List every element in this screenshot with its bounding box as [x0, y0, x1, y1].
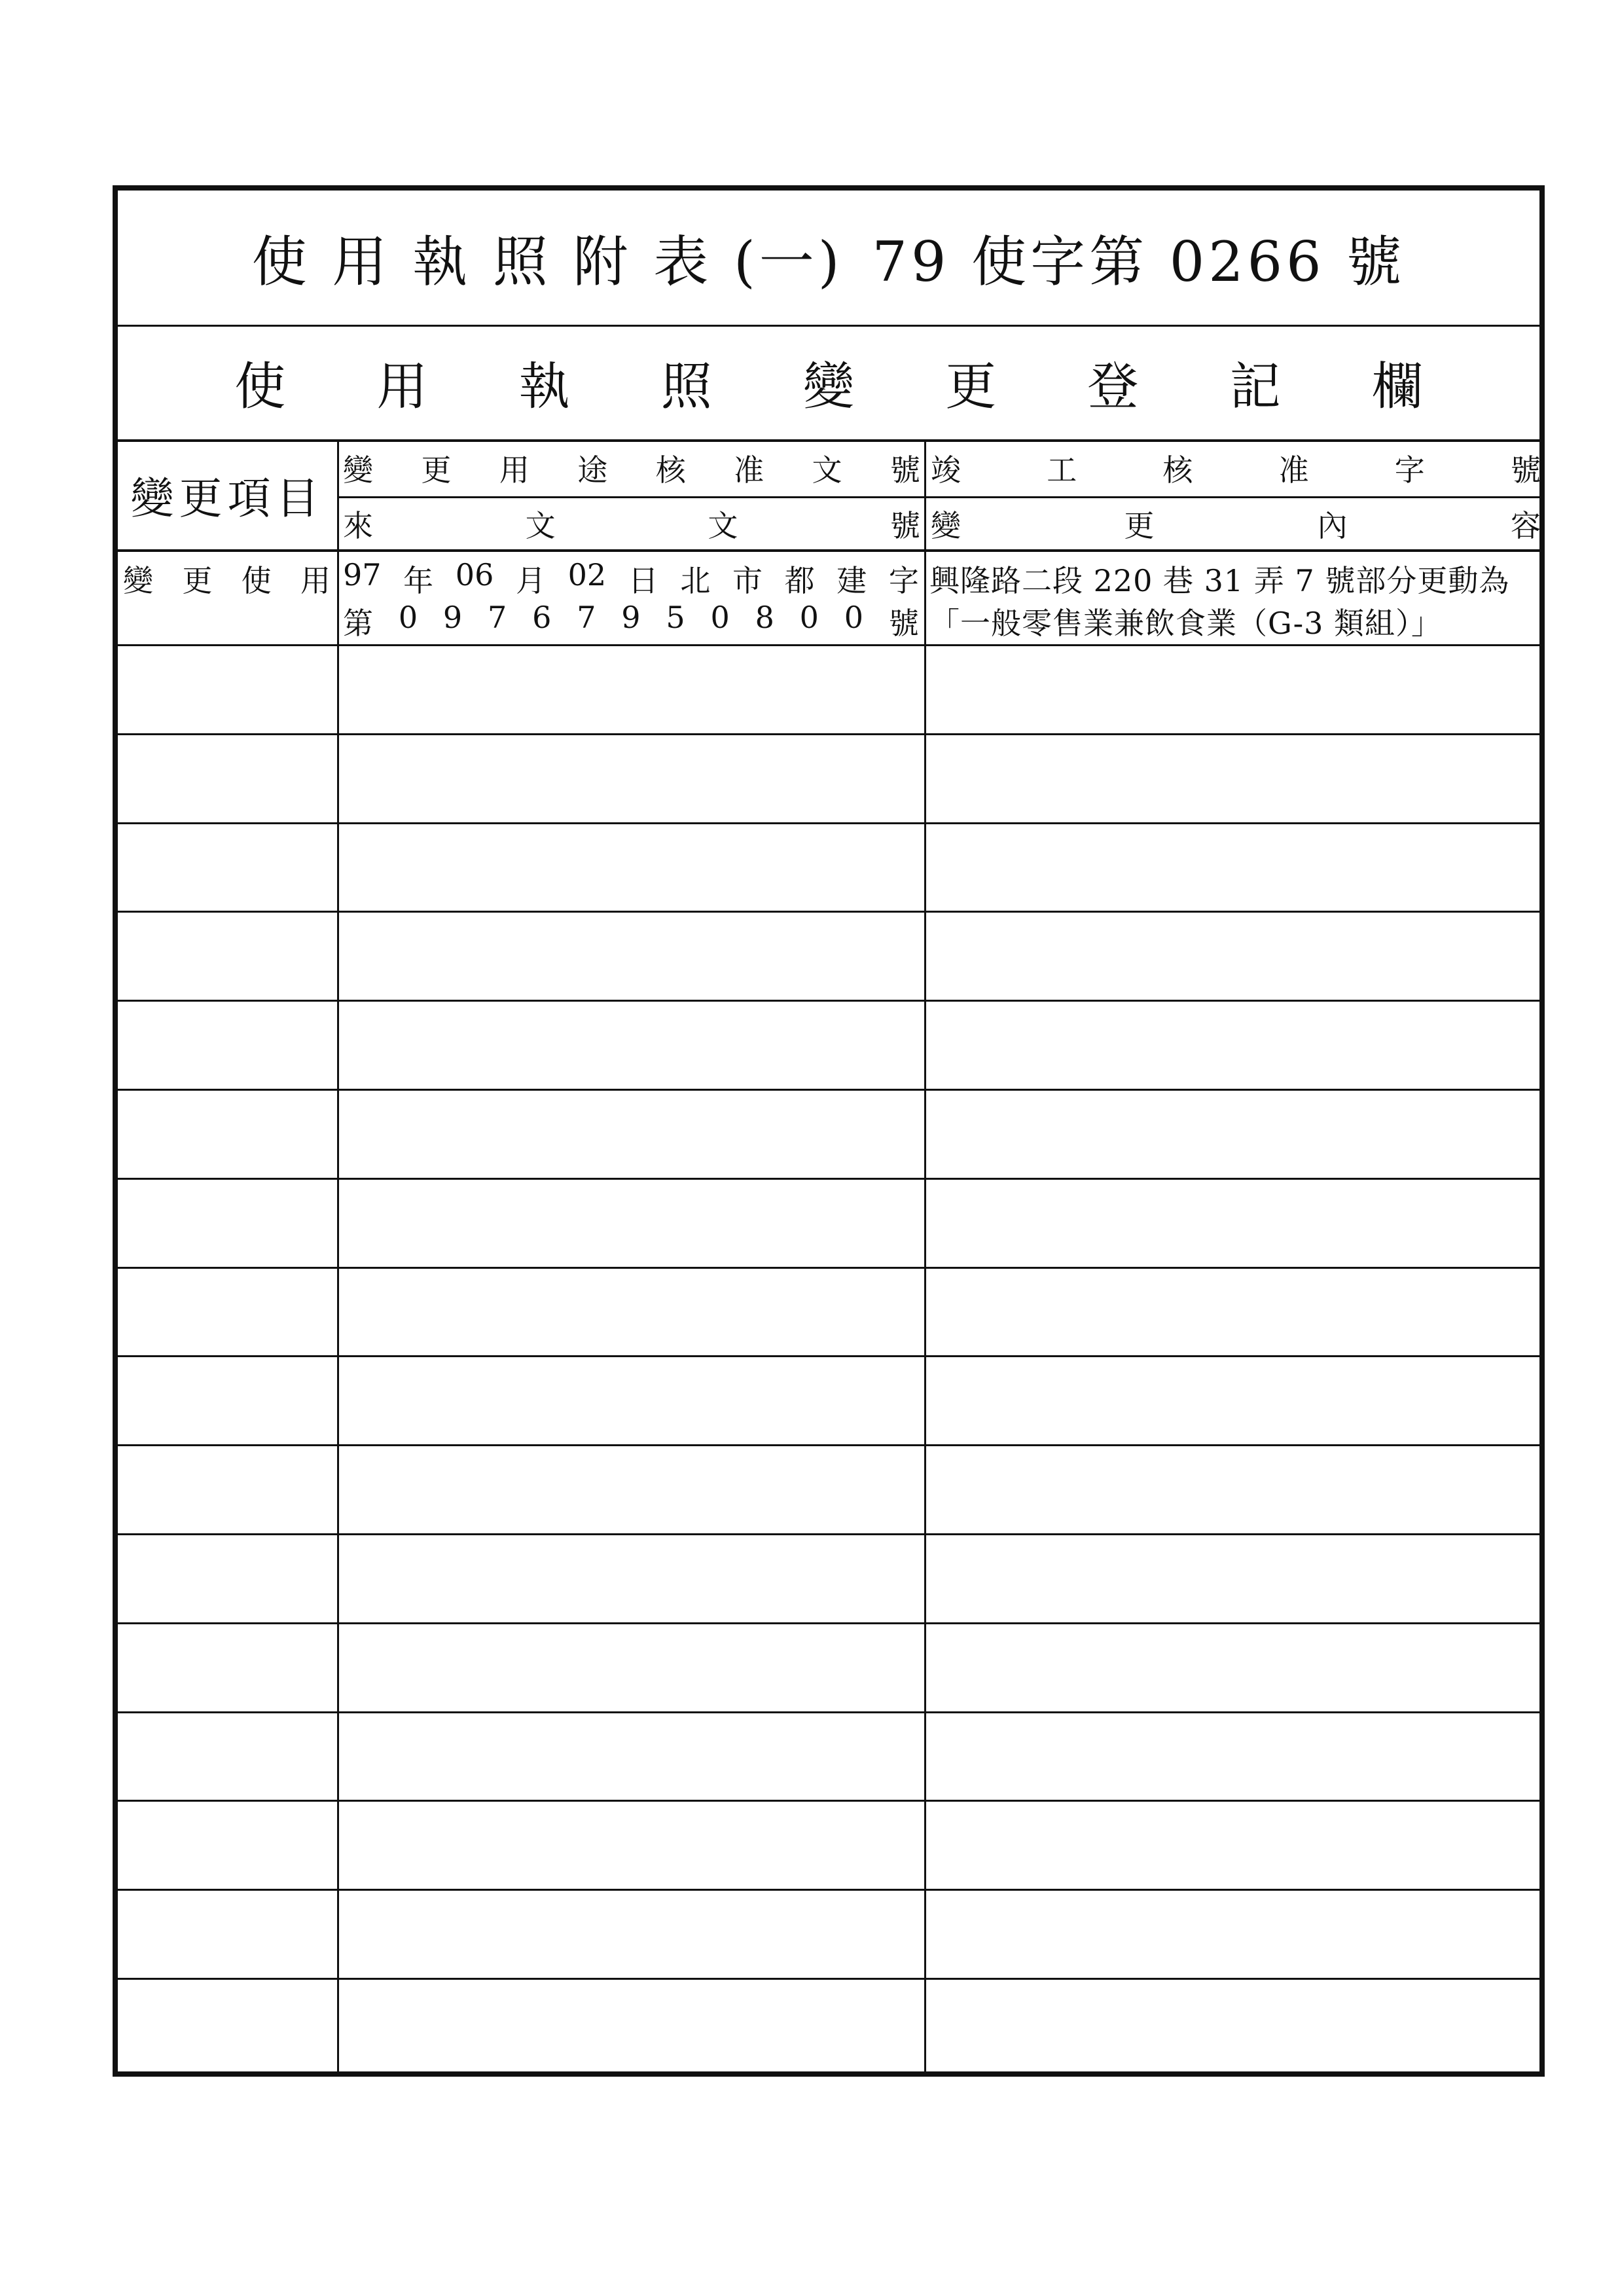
header-char: 更 — [421, 452, 452, 488]
header-char: 字 — [1394, 452, 1425, 488]
entry-content-line-1: 興隆路二段 220 巷 31 弄 7 號部分更動為 — [929, 563, 1510, 598]
incoming-doc-header — [340, 498, 923, 549]
entry-char: 建 — [836, 563, 867, 598]
column-divider-1 — [337, 439, 339, 2076]
header-char: 文 — [708, 508, 738, 543]
header-char: 用 — [499, 452, 530, 488]
section-title-char: 變 — [803, 357, 855, 416]
entry-doc-line-2 — [340, 600, 922, 639]
header-char: 內 — [1317, 508, 1348, 543]
row-separator — [118, 1622, 1545, 1624]
row-separator — [118, 1711, 1545, 1713]
header-char: 核 — [655, 452, 686, 488]
entry-char: 字 — [888, 563, 919, 598]
column-divider-2 — [924, 439, 926, 2076]
row-separator — [118, 1889, 1545, 1891]
section-title-char: 照 — [660, 357, 712, 416]
section-title-char: 更 — [945, 357, 997, 416]
header-char: 途 — [577, 452, 608, 488]
entry-char: 市 — [732, 563, 763, 598]
section-title-char: 記 — [1229, 357, 1281, 416]
header-char: 准 — [1278, 452, 1309, 488]
section-title-char: 執 — [518, 357, 570, 416]
header-char: 工 — [1047, 452, 1077, 488]
section-title-char: 使 — [234, 357, 286, 416]
entry-char: 月 — [515, 563, 546, 598]
header-char: 號 — [1510, 452, 1541, 488]
row-separator — [118, 1800, 1545, 1802]
entry-char: 0 — [844, 600, 864, 635]
entry-char: 號 — [888, 606, 919, 641]
entry-char: 02 — [567, 557, 607, 592]
row-separator — [118, 822, 1545, 824]
entry-char: 使 — [241, 563, 272, 598]
row-separator — [118, 733, 1545, 735]
header-char: 變 — [343, 452, 373, 488]
row-separator — [118, 1355, 1545, 1357]
row-separator — [118, 1978, 1545, 1980]
row-separator — [118, 1178, 1545, 1180]
row-separator — [118, 644, 1545, 646]
header-char: 號 — [890, 452, 920, 488]
row-separator — [118, 1267, 1545, 1269]
entry-char: 6 — [532, 600, 552, 635]
header-char: 更 — [1124, 508, 1155, 543]
license-number: 79 使字第 0266 號 — [872, 230, 1406, 294]
row-separator — [118, 1089, 1545, 1091]
row-separator — [118, 1000, 1545, 1002]
entry-char: 年 — [403, 563, 434, 598]
row-separator — [118, 1533, 1545, 1535]
entry-char: 5 — [666, 600, 685, 635]
entry-char: 變 — [123, 563, 153, 598]
header-char: 文 — [812, 452, 842, 488]
form-title — [118, 191, 1539, 327]
section-title-char: 欄 — [1371, 357, 1423, 416]
entry-char: 都 — [784, 563, 815, 598]
entry-char: 北 — [680, 563, 711, 598]
entry-char: 7 — [577, 600, 596, 635]
header-char: 號 — [890, 508, 920, 543]
section-title-char: 用 — [376, 357, 428, 416]
form-title-prefix: 使 用 執 照 附 表 (一) — [251, 230, 844, 294]
entry-char: 日 — [628, 563, 658, 598]
completion-number-header — [928, 441, 1543, 496]
entry-char: 7 — [488, 600, 507, 635]
entry-char: 用 — [300, 563, 331, 598]
entry-change-item — [120, 557, 333, 596]
entry-char: 更 — [182, 563, 213, 598]
header-char: 變 — [931, 508, 961, 543]
entry-char: 0 — [799, 600, 819, 635]
header-char: 文 — [525, 508, 556, 543]
entry-char: 第 — [343, 606, 373, 641]
change-item-header: 變更項目 — [130, 473, 325, 524]
entry-char: 97 — [343, 557, 382, 592]
header-char: 准 — [734, 452, 764, 488]
change-content-header — [928, 498, 1543, 549]
section-title — [118, 325, 1539, 442]
entry-char: 8 — [755, 600, 774, 635]
entry-char: 0 — [398, 600, 418, 635]
row-separator — [118, 911, 1545, 913]
section-title-char: 登 — [1087, 357, 1139, 416]
row-separator — [118, 1444, 1545, 1446]
approval-doc-header — [340, 441, 923, 496]
header-char: 竣 — [931, 452, 961, 488]
header-bottom-line — [118, 549, 1545, 552]
header-char: 來 — [343, 508, 373, 543]
header-char: 核 — [1162, 452, 1193, 488]
section-title-chars — [189, 346, 1469, 419]
entry-char: 9 — [442, 600, 463, 635]
entry-char: 9 — [621, 600, 641, 635]
entry-content-line-2: 「一般零售業兼飲食業（G-3 類組）」 — [929, 606, 1443, 641]
entry-doc-line-1 — [340, 557, 922, 596]
license-form — [113, 185, 1545, 2077]
entry-char: 0 — [710, 600, 730, 635]
entry-char: 06 — [455, 557, 494, 592]
header-char: 容 — [1510, 508, 1541, 543]
